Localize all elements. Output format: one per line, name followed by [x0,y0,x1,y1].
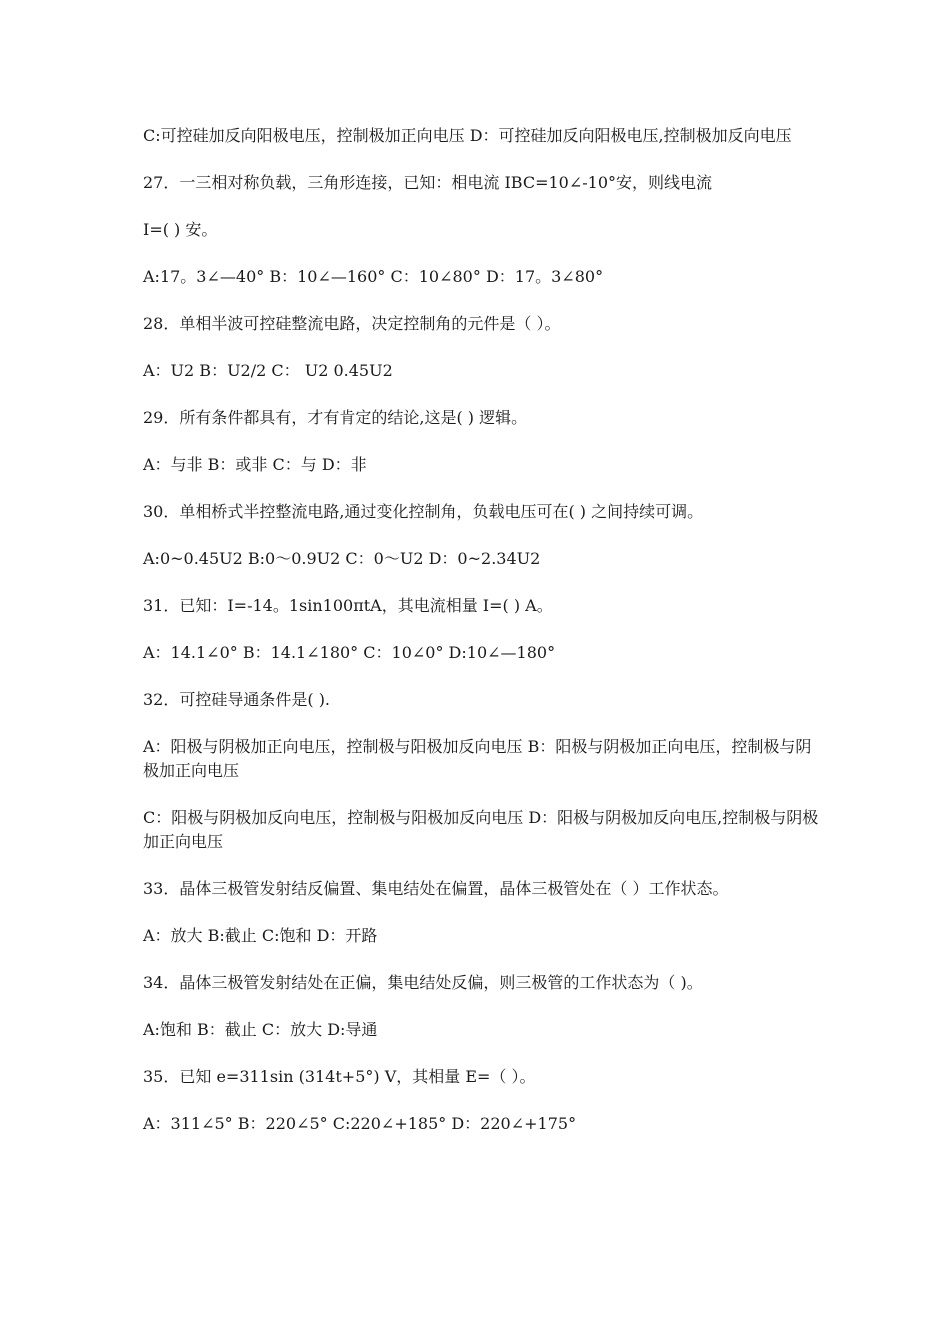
options-34: A:饱和 B：截止 C：放大 D:导通 [143,1020,378,1039]
question-29: 29．所有条件都具有，才有肯定的结论,这是( ) 逻辑。 [143,408,528,427]
question-33: 33．晶体三极管发射结反偏置、集电结处在偏置，晶体三极管处在（ ）工作状态。 [143,879,729,898]
options-35: A：311∠5° B：220∠5° C:220∠+185° D：220∠+175° [143,1114,577,1133]
options-31: A：14.1∠0° B：14.1∠180° C：10∠0° D:10∠—180° [143,643,556,662]
question-34: 34．晶体三极管发射结处在正偏，集电结处反偏，则三极管的工作状态为（ )。 [143,973,703,992]
question-32: 32．可控硅导通条件是( ). [143,690,331,709]
options-33: A：放大 B:截止 C:饱和 D：开路 [143,926,378,945]
question-28: 28．单相半波可控硅整流电路，决定控制角的元件是（ ）。 [143,314,561,333]
question-30: 30．单相桥式半控整流电路,通过变化控制角，负载电压可在( ) 之间持续可调。 [143,502,704,521]
options-32-a-b: A：阳极与阴极加正向电压，控制极与阳极加反向电压 B：阳极与阴极加正向电压，控制极与阴极加正向电压 [143,737,812,780]
options-27: A:17。3∠—40° B：10∠—160° C：10∠80° D：17。3∠80° [143,267,604,286]
options-32-c-d: C：阳极与阴极加反向电压，控制极与阳极加反向电压 D：阳极与阴极加反向电压,控制极与阴极加正向电压 [143,808,819,851]
options-29: A：与非 B：或非 C：与 D：非 [143,455,367,474]
question-27-continued: I=( ) 安。 [143,220,218,239]
question-31: 31．已知：I=-14。1sin100πtA，其电流相量 I=( ) A。 [143,596,553,615]
question-35: 35．已知 e=311sin (314t+5°) V，其相量 E=（ ）。 [143,1067,536,1086]
question-27: 27．一三相对称负载，三角形连接，已知：相电流 IBC=10∠-10°安，则线电流 [143,173,713,192]
options-30: A:0~0.45U2 B:0～0.9U2 C：0～U2 D：0~2.34U2 [143,549,541,568]
options-28: A：U2 B：U2/2 C： U2 0.45U2 [143,361,393,380]
document-page [143,124,823,1159]
paragraph-option-c-d-q26: C:可控硅加反向阳极电压，控制极加正向电压 D：可控硅加反向阳极电压,控制极加反向电压 [143,126,792,145]
